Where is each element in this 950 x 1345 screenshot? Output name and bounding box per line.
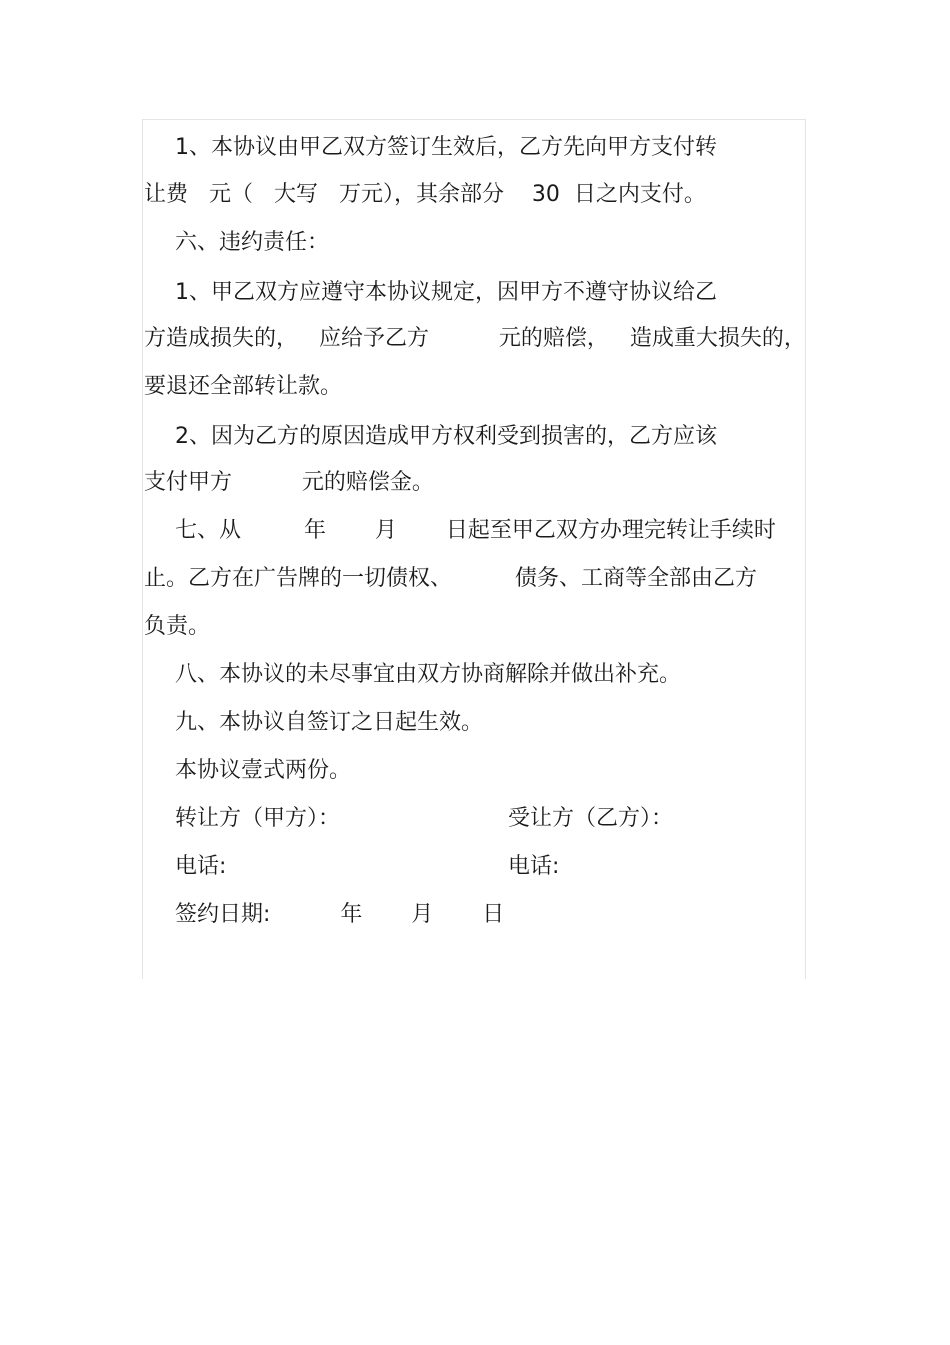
clause-6-2-line-1: 2、因为乙方的原因造成甲方权利受到损害的，乙方应该 <box>175 424 717 449</box>
sign-date: 签约日期: 年 月 日 <box>175 902 505 927</box>
transferor-label: 转让方（甲方）： <box>175 806 341 831</box>
clause-6-1-line-1: 1、甲乙双方应遵守本协议规定，因甲方不遵守协议给乙 <box>175 280 717 305</box>
clause-6-1-line-2: 方造成损失的， 应给予乙方 元的赔偿， 造成重大损失的， <box>144 326 806 351</box>
copies-note: 本协议壹式两份。 <box>175 758 352 783</box>
clause-6-1-line-3: 要退还全部转让款。 <box>144 374 343 399</box>
section-7-line-1: 七、从 年 月 日起至甲乙双方办理完转让手续时 <box>175 518 776 543</box>
clause-6-2-line-2: 支付甲方 元的赔偿金。 <box>144 470 434 495</box>
section-7-line-3: 负责。 <box>144 614 211 639</box>
transferee-label: 受让方（乙方）： <box>508 806 674 831</box>
section-6-heading: 六、违约责任： <box>175 230 330 255</box>
phone-label-transferor: 电话: <box>175 854 227 879</box>
clause-5-1-line-1: 1、本协议由甲乙双方签订生效后，乙方先向甲方支付转 <box>175 135 717 160</box>
section-8: 八、本协议的未尽事宜由双方协商解除并做出补充。 <box>175 662 682 687</box>
section-9: 九、本协议自签订之日起生效。 <box>175 710 484 735</box>
clause-5-1-line-2: 让费 元（ 大写 万元），其余部分 30 日之内支付。 <box>144 182 706 207</box>
section-7-line-2: 止。乙方在广告牌的一切债权、 债务、工商等全部由乙方 <box>144 566 757 591</box>
phone-label-transferee: 电话: <box>508 854 560 879</box>
